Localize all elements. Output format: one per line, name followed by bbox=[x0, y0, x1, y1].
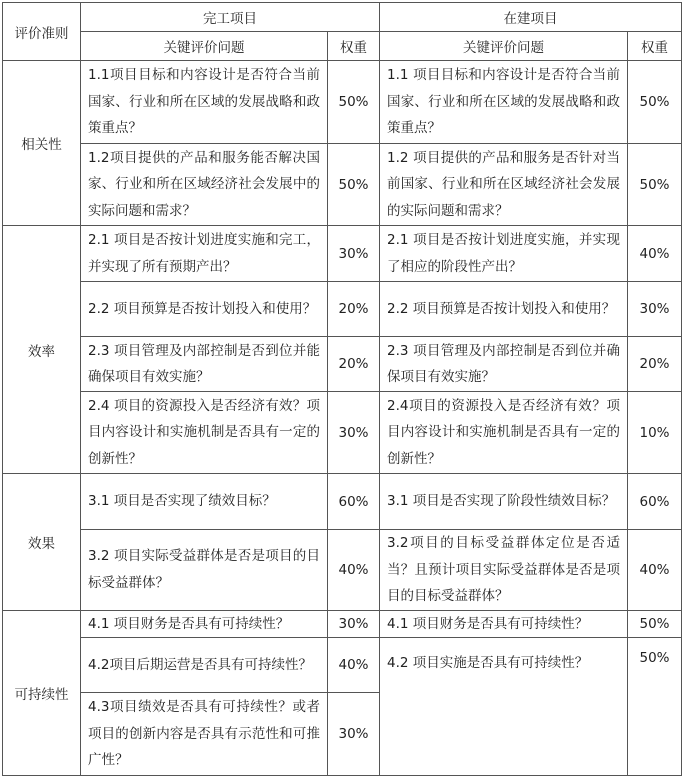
criterion-effectiveness: 效果 bbox=[3, 474, 81, 611]
completed-weight-4-1: 30% bbox=[328, 610, 380, 638]
completed-question-2-4: 2.4 项目的资源投入是否经济有效？项目内容设计和实施机制是否具有一定的创新性？ bbox=[81, 392, 328, 474]
completed-question-2-1: 2.1 项目是否按计划进度实施和完工，并实现了所有预期产出？ bbox=[81, 226, 328, 282]
evaluation-criteria-table bbox=[2, 2, 682, 776]
ongoing-question-4-2: 4.2 项目实施是否具有可持续性？ bbox=[380, 638, 628, 776]
ongoing-weight-4-2: 50% bbox=[628, 638, 682, 776]
completed-question-2-2: 2.2 项目预算是否按计划投入和使用？ bbox=[81, 282, 328, 337]
completed-question-2-3: 2.3 项目管理及内部控制是否到位并能确保项目有效实施？ bbox=[81, 337, 328, 392]
criterion-relevance: 相关性 bbox=[3, 61, 81, 226]
ongoing-weight-2-2: 30% bbox=[628, 282, 682, 337]
completed-weight-3-1: 60% bbox=[328, 474, 380, 530]
criterion-sustainability: 可持续性 bbox=[3, 610, 81, 776]
ongoing-question-3-2: 3.2项目的目标受益群体定位是否适当？且预计项目实际受益群体是否是项目的目标受益群体？ bbox=[380, 530, 628, 611]
criterion-efficiency: 效率 bbox=[3, 226, 81, 474]
header-completed-question: 关键评价问题 bbox=[81, 32, 328, 61]
completed-question-4-1: 4.1 项目财务是否具有可持续性？ bbox=[81, 610, 328, 638]
ongoing-weight-2-1: 40% bbox=[628, 226, 682, 282]
ongoing-weight-4-1: 50% bbox=[628, 610, 682, 638]
header-completed-weight: 权重 bbox=[328, 32, 380, 61]
ongoing-question-4-1: 4.1 项目财务是否具有可持续性？ bbox=[380, 610, 628, 638]
ongoing-question-3-1: 3.1 项目是否实现了阶段性绩效目标？ bbox=[380, 474, 628, 530]
completed-weight-2-3: 20% bbox=[328, 337, 380, 392]
completed-weight-4-3: 30% bbox=[328, 693, 380, 776]
completed-question-3-2: 3.2 项目实际受益群体是否是项目的目标受益群体？ bbox=[81, 530, 328, 611]
header-ongoing-project: 在建项目 bbox=[380, 3, 682, 32]
ongoing-question-2-1: 2.1 项目是否按计划进度实施，并实现了相应的阶段性产出？ bbox=[380, 226, 628, 282]
ongoing-question-2-2: 2.2 项目预算是否按计划投入和使用？ bbox=[380, 282, 628, 337]
ongoing-weight-1-2: 50% bbox=[628, 144, 682, 226]
header-ongoing-weight: 权重 bbox=[628, 32, 682, 61]
ongoing-question-2-3: 2.3 项目管理及内部控制是否到位并确保项目有效实施？ bbox=[380, 337, 628, 392]
completed-question-1-1: 1.1项目目标和内容设计是否符合当前国家、行业和所在区域的发展战略和政策重点？ bbox=[81, 61, 328, 144]
header-ongoing-question: 关键评价问题 bbox=[380, 32, 628, 61]
header-criteria: 评价准则 bbox=[3, 3, 81, 61]
completed-question-4-3: 4.3项目绩效是否具有可持续性？或者项目的创新内容是否具有示范性和可推广性？ bbox=[81, 693, 328, 776]
completed-weight-4-2: 40% bbox=[328, 638, 380, 693]
completed-question-1-2: 1.2项目提供的产品和服务能否解决国家、行业和所在区域经济社会发展中的实际问题和需求？ bbox=[81, 144, 328, 226]
ongoing-weight-3-2: 40% bbox=[628, 530, 682, 611]
ongoing-weight-1-1: 50% bbox=[628, 61, 682, 144]
completed-weight-2-1: 30% bbox=[328, 226, 380, 282]
completed-weight-3-2: 40% bbox=[328, 530, 380, 611]
ongoing-question-1-1: 1.1 项目目标和内容设计是否符合当前国家、行业和所在区域的发展战略和政策重点？ bbox=[380, 61, 628, 144]
completed-weight-2-4: 30% bbox=[328, 392, 380, 474]
completed-question-4-2: 4.2项目后期运营是否具有可持续性？ bbox=[81, 638, 328, 693]
completed-question-3-1: 3.1 项目是否实现了绩效目标？ bbox=[81, 474, 328, 530]
ongoing-weight-2-3: 20% bbox=[628, 337, 682, 392]
completed-weight-1-1: 50% bbox=[328, 61, 380, 144]
ongoing-question-2-4: 2.4项目的资源投入是否经济有效？项目内容设计和实施机制是否具有一定的创新性？ bbox=[380, 392, 628, 474]
header-completed-project: 完工项目 bbox=[81, 3, 380, 32]
ongoing-weight-2-4: 10% bbox=[628, 392, 682, 474]
completed-weight-2-2: 20% bbox=[328, 282, 380, 337]
completed-weight-1-2: 50% bbox=[328, 144, 380, 226]
ongoing-question-1-2: 1.2 项目提供的产品和服务是否针对当前国家、行业和所在区域经济社会发展的实际问题和需求？ bbox=[380, 144, 628, 226]
ongoing-weight-3-1: 60% bbox=[628, 474, 682, 530]
